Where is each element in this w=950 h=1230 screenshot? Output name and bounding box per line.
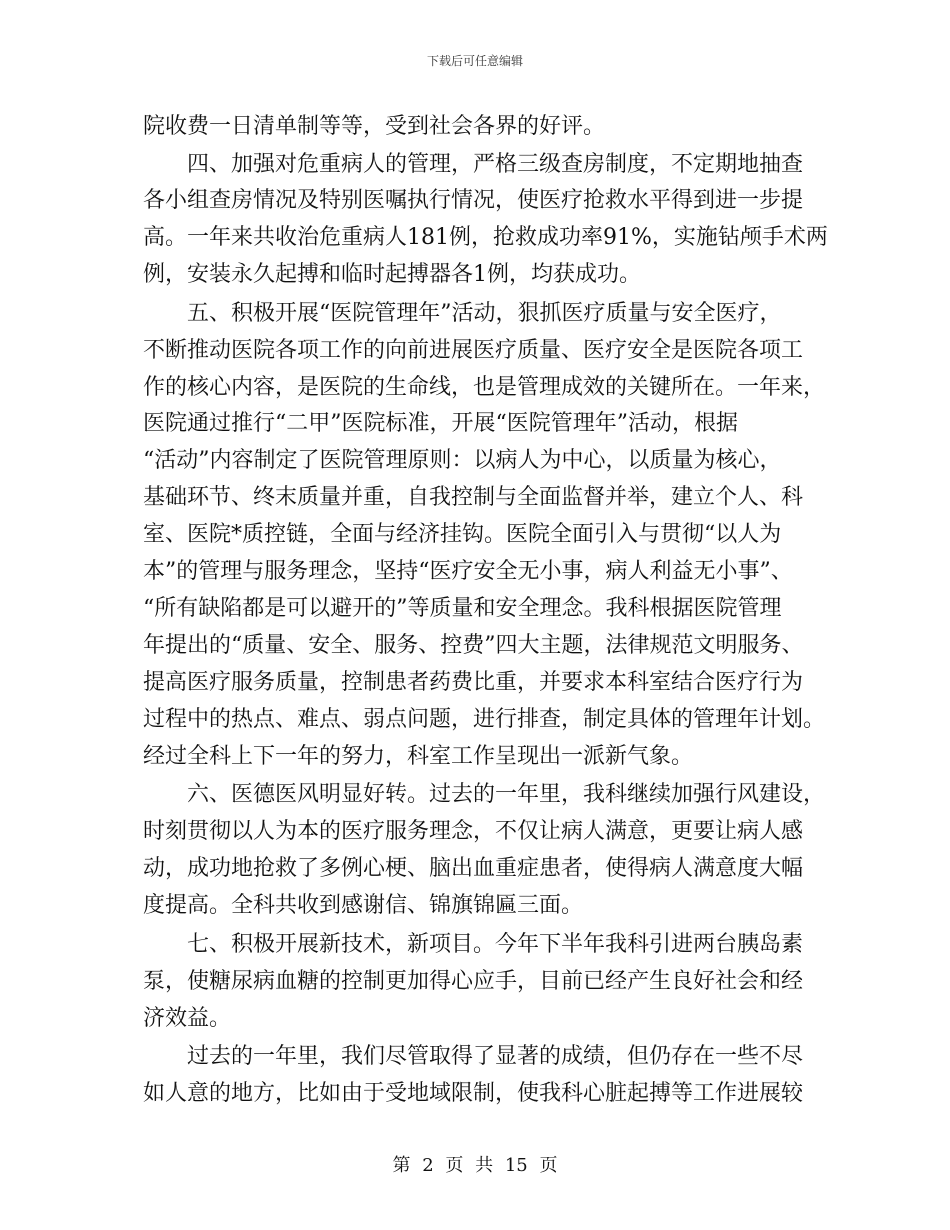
page-number-footer: 第 2 页 共 15 页 bbox=[392, 1155, 558, 1176]
text-line: 泵，使糖尿病血糖的控制更加得心应手，目前已经产生良好社会和经 bbox=[143, 969, 804, 994]
page-header: 下载后可任意编辑 bbox=[426, 54, 523, 68]
text-line: 不断推动医院各项工作的向前进展医疗质量、医疗安全是医院各项工 bbox=[143, 338, 804, 363]
text-line: 例，安装永久起搏和临时起搏器各1例，均获成功。 bbox=[143, 262, 641, 287]
text-line: “活动”内容制定了医院管理原则：以病人为中心，以质量为核心， bbox=[143, 448, 782, 473]
text-line: 济效益。 bbox=[143, 1006, 232, 1031]
text-line: 六、医德医风明显好转。过去的一年里，我科继续加强行风建设， bbox=[143, 782, 826, 807]
text-line: 七、积极开展新技术，新项目。今年下半年我科引进两台胰岛素 bbox=[143, 932, 804, 957]
text-line: 本”的管理与服务理念，坚持“医疗安全无小事，病人利益无小事”、 bbox=[143, 559, 793, 584]
text-line: 过程中的热点、难点、弱点问题，进行排查，制定具体的管理年计划。 bbox=[143, 707, 826, 732]
text-line: 各小组查房情况及特别医嘱执行情况，使医疗抢救水平得到进一步提 bbox=[143, 188, 804, 213]
text-line: 四、加强对危重病人的管理，严格三级查房制度，不定期地抽查 bbox=[143, 152, 804, 177]
text-line: 提高医疗服务质量，控制患者药费比重，并要求本科室结合医疗行为 bbox=[143, 670, 804, 695]
text-line: 医院通过推行“二甲”医院标准，开展“医院管理年”活动，根据 bbox=[143, 411, 738, 436]
text-line: 室、医院*质控链，全面与经济挂钩。医院全面引入与贯彻“以人为 bbox=[143, 522, 782, 547]
text-line: 如人意的地方，比如由于受地域限制，使我科心脏起搏等工作进展较 bbox=[143, 1081, 804, 1106]
text-line: “所有缺陷都是可以避开的”等质量和安全理念。我科根据医院管理 bbox=[143, 596, 782, 621]
text-line: 作的核心内容，是医院的生命线，也是管理成效的关键所在。一年来， bbox=[143, 375, 826, 400]
text-line: 高。一年来共收治危重病人181例，抢救成功率91%，实施钻颅手术两 bbox=[143, 225, 828, 250]
text-line: 度提高。全科共收到感谢信、锦旗锦匾三面。 bbox=[143, 893, 584, 918]
text-line: 院收费一日清单制等等，受到社会各界的好评。 bbox=[143, 114, 606, 139]
text-line: 年提出的“质量、安全、服务、控费”四大主题，法律规范文明服务、 bbox=[143, 633, 804, 658]
text-line: 经过全科上下一年的努力，科室工作呈现出一派新气象。 bbox=[143, 744, 694, 769]
text-line: 基础环节、终末质量并重，自我控制与全面监督并举，建立个人、科 bbox=[143, 485, 804, 510]
text-line: 过去的一年里，我们尽管取得了显著的成绩，但仍存在一些不尽 bbox=[143, 1044, 804, 1069]
text-line: 五、积极开展“医院管理年”活动，狠抓医疗质量与安全医疗， bbox=[143, 301, 782, 326]
text-line: 动，成功地抢救了多例心梗、脑出血重症患者，使得病人满意度大幅 bbox=[143, 856, 804, 881]
text-line: 时刻贯彻以人为本的医疗服务理念，不仅让病人满意，更要让病人感 bbox=[143, 819, 804, 844]
